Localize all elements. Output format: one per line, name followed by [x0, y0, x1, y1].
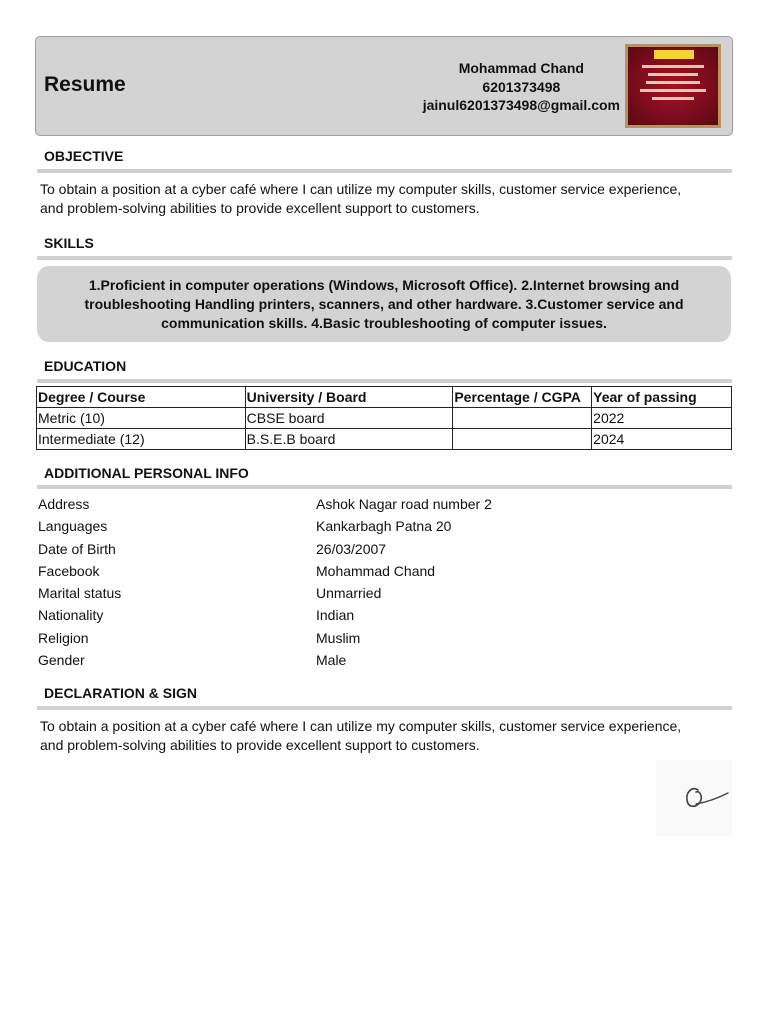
- candidate-phone: 6201373498: [482, 78, 561, 95]
- column-header: University / Board: [245, 387, 453, 408]
- section-divider: [37, 169, 732, 173]
- info-value: Mohammad Chand: [316, 563, 436, 579]
- column-header: Year of passing: [592, 387, 732, 408]
- info-label: Date of Birth: [38, 541, 116, 557]
- profile-photo-icon: [625, 44, 721, 128]
- candidate-email: jainul6201373498@gmail.com: [422, 97, 620, 113]
- objective-heading: OBJECTIVE: [44, 148, 124, 164]
- declaration-heading: DECLARATION & SIGN: [44, 685, 197, 701]
- signature-icon: [656, 760, 732, 836]
- info-label: Gender: [38, 652, 85, 668]
- info-value: Unmarried: [316, 585, 382, 601]
- info-label: Religion: [38, 630, 89, 646]
- info-label: Address: [38, 496, 90, 512]
- section-divider: [37, 485, 732, 489]
- personal-info-heading: ADDITIONAL PERSONAL INFO: [44, 465, 249, 481]
- info-label: Marital status: [38, 585, 122, 601]
- education-table: [36, 386, 732, 450]
- resume-header: [35, 36, 733, 136]
- info-label: Languages: [38, 518, 108, 534]
- objective-text: To obtain a position at a cyber café where I can utilize my computer skills, customer service experience, and problem-solving abilities to provide excellent support to customers.: [40, 181, 682, 216]
- education-heading: EDUCATION: [44, 358, 127, 374]
- table-row: [37, 408, 732, 429]
- table-cell: Intermediate (12): [37, 429, 246, 450]
- table-cell: 2024: [592, 429, 732, 450]
- candidate-name: Mohammad Chand: [458, 60, 584, 76]
- section-divider: [37, 706, 732, 710]
- skills-box: [37, 266, 731, 342]
- info-value: Kankarbagh Patna 20: [316, 518, 452, 534]
- info-label: Nationality: [38, 607, 104, 623]
- table-cell: [453, 408, 592, 429]
- info-label: Facebook: [38, 563, 100, 579]
- table-header-row: [37, 387, 732, 408]
- info-value: Ashok Nagar road number 2: [316, 496, 492, 512]
- info-value: Male: [316, 652, 347, 668]
- contact-block: [423, 59, 620, 115]
- declaration-text: To obtain a position at a cyber café where I can utilize my computer skills, customer service experience, and problem-solving abilities to provide excellent support to customers.: [40, 718, 682, 753]
- info-value: 26/03/2007: [316, 541, 387, 557]
- info-value: Indian: [316, 607, 355, 623]
- skills-heading: SKILLS: [44, 235, 94, 251]
- table-cell: [453, 429, 592, 450]
- column-header: Percentage / CGPA: [453, 387, 592, 408]
- info-value: Muslim: [316, 630, 361, 646]
- column-header: Degree / Course: [37, 387, 246, 408]
- section-divider: [37, 256, 732, 260]
- skills-text: 1.Proficient in computer operations (Windows, Microsoft Office). 2.Internet browsing and troubleshooting Handling printers, scanners, and other hardware. 3.Customer service and communication skills. 4.Basic troubleshooting of computer issues.: [84, 277, 684, 331]
- table-cell: Metric (10): [37, 408, 246, 429]
- table-cell: B.S.E.B board: [245, 429, 453, 450]
- section-divider: [37, 379, 732, 383]
- table-cell: 2022: [592, 408, 732, 429]
- page-title: Resume: [44, 73, 126, 96]
- table-cell: CBSE board: [245, 408, 453, 429]
- table-row: [37, 429, 732, 450]
